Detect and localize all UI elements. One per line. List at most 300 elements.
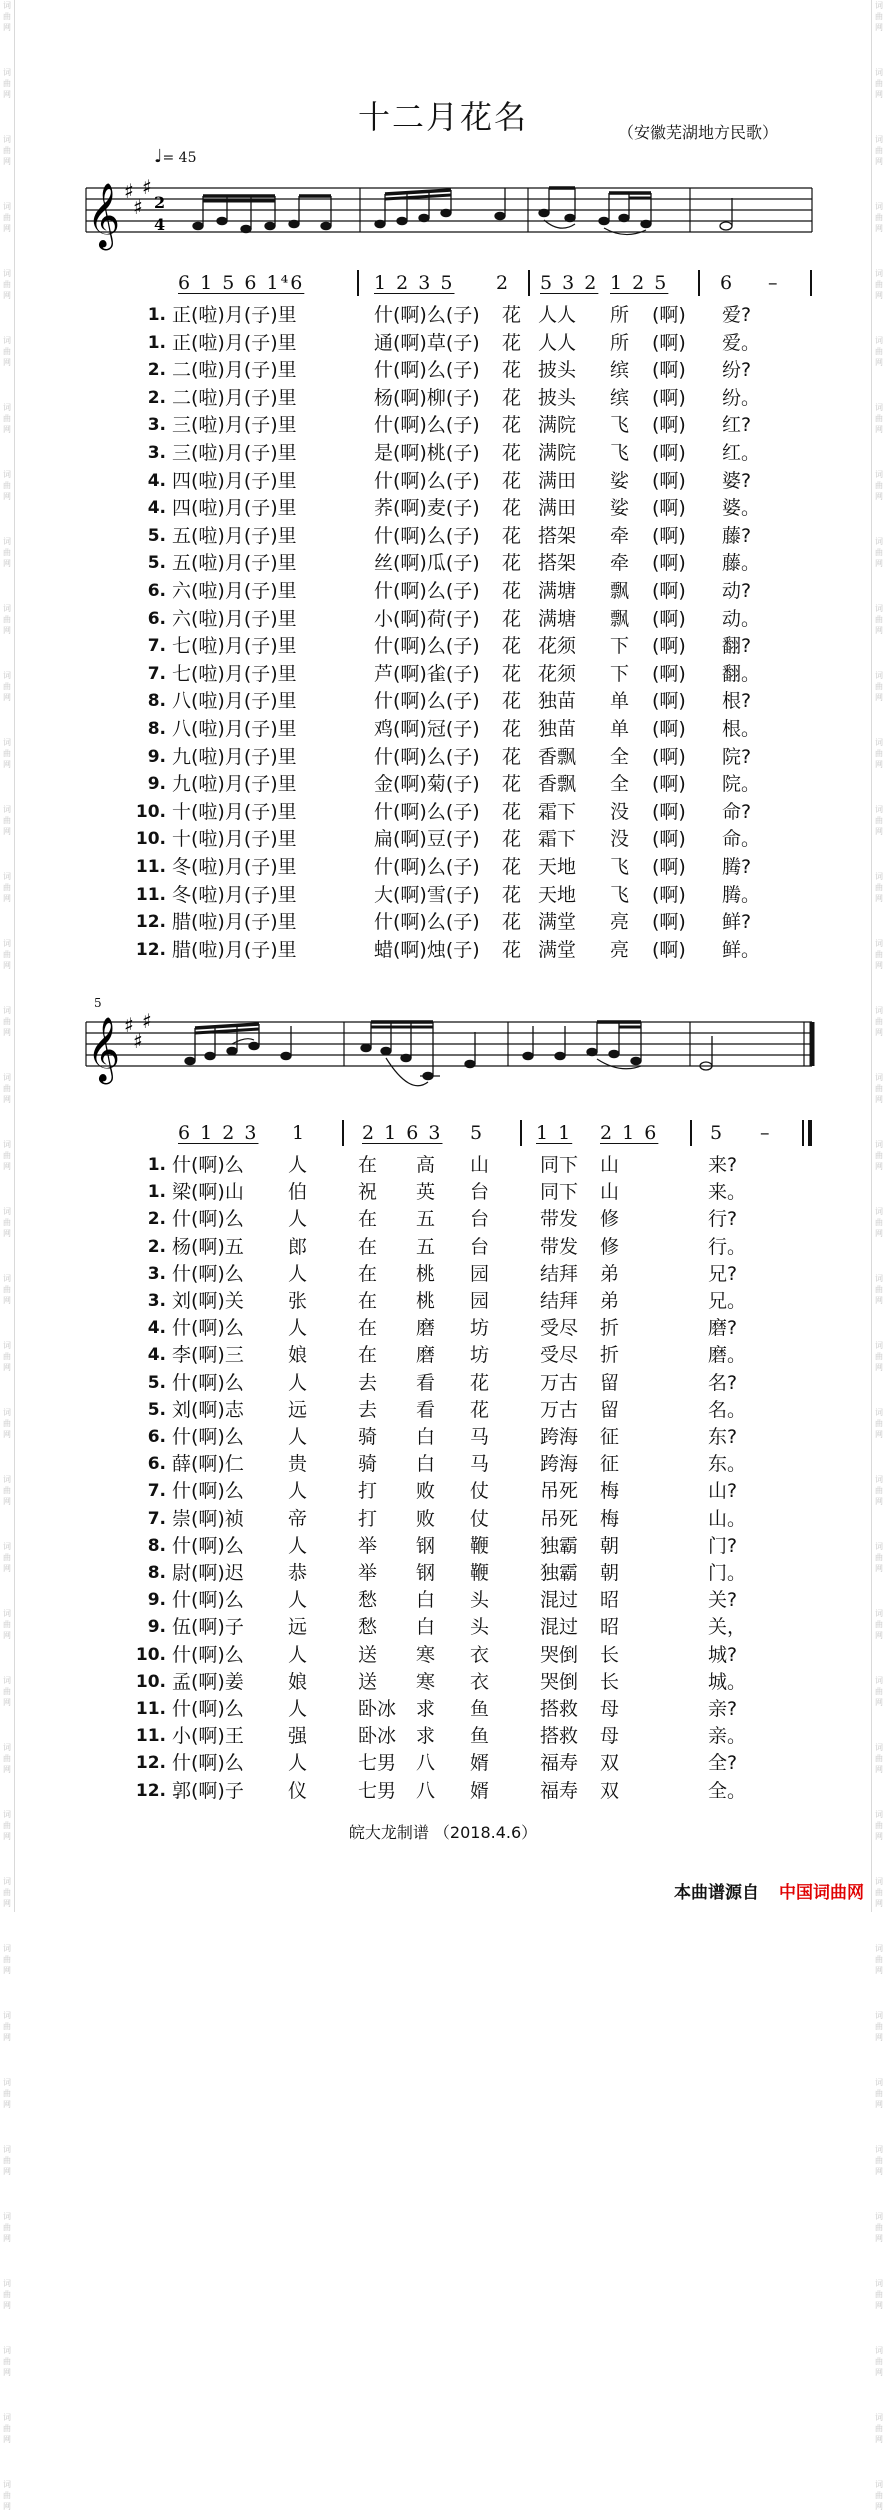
watermark-text: 词曲网 — [3, 872, 11, 903]
watermark-text: 词曲网 — [3, 738, 11, 769]
lyric-cell: 伯 — [288, 1181, 308, 1204]
lyric-cell: 在 — [358, 1317, 378, 1340]
lyric-cell: 通(啊)草(子) — [374, 331, 480, 354]
lyric-cell: 留 — [600, 1371, 620, 1394]
lyric-cell: 什(啊)么 — [172, 1752, 244, 1775]
lyric-cell: 九(啦)月(子)里 — [172, 745, 297, 768]
watermark-text: 词曲网 — [875, 872, 883, 903]
watermark-text: 词曲网 — [3, 2279, 11, 2310]
lyric-cell: 鞭 — [470, 1562, 490, 1584]
lyric-cell: 郎 — [288, 1235, 308, 1258]
staff-line-1 — [0, 168, 886, 258]
lyric-cell: 亮 — [610, 938, 630, 961]
jianpu-measure-5: 6 1 2 3 — [178, 1122, 259, 1144]
lyric-cell: 衣 — [470, 1643, 490, 1666]
lyric-cell: 梁(啊)山 — [172, 1181, 244, 1204]
watermark-text: 词曲网 — [3, 68, 11, 99]
lyric-cell: 没 — [610, 828, 630, 851]
lyric-cell: (啊) — [652, 580, 686, 602]
verse-row — [0, 495, 886, 522]
verse-number: 7. — [147, 1481, 166, 1502]
lyric-cell: 花须 — [538, 662, 577, 685]
lyric-cell: 什(啊)么 — [172, 1480, 244, 1503]
lyric-cell: 什(啊)么 — [172, 1317, 244, 1340]
watermark-text: 词曲网 — [3, 2011, 11, 2042]
staff-line-2 — [0, 1006, 886, 1116]
lyric-cell: 人 — [288, 1208, 308, 1231]
lyric-cell: (啊) — [652, 938, 686, 961]
verse-row — [0, 578, 886, 605]
lyric-cell: 马 — [470, 1426, 490, 1448]
lyric-cell: 下 — [610, 635, 630, 658]
lyric-cell: 什(啊)么 — [172, 1698, 244, 1720]
lyric-cell: 卧冰 — [358, 1725, 397, 1748]
verse-number: 3. — [147, 415, 166, 436]
lyric-cell: 什(啊)么(子) — [374, 580, 480, 602]
lyric-cell: 十(啦)月(子)里 — [172, 800, 297, 823]
verse-number: 6. — [147, 581, 166, 601]
lyric-cell: 花 — [502, 690, 522, 713]
lyric-cell: 钢 — [416, 1534, 436, 1557]
jianpu-measure-4-hold: – — [768, 272, 780, 294]
watermark-text: 词曲网 — [875, 403, 883, 434]
lyric-cell: 衣 — [470, 1670, 490, 1693]
lyric-cell: 花 — [502, 718, 522, 740]
lyric-cell: (啊) — [652, 386, 686, 409]
jianpu-measure-5-end: 1 — [292, 1122, 307, 1144]
lyric-cell: 折 — [600, 1317, 620, 1340]
lyric-cell: 婿 — [470, 1752, 490, 1775]
song-title: 十二月花名 — [357, 98, 528, 136]
lyric-cell: 腾? — [722, 856, 752, 878]
lyric-cell: 花 — [502, 580, 522, 602]
watermark-text: 词曲网 — [875, 1810, 883, 1841]
watermark-text: 词曲网 — [875, 1408, 883, 1439]
lyric-cell: (啊) — [652, 607, 686, 630]
lyric-cell: 杨(啊)柳(子) — [374, 386, 480, 409]
time-sig-top: 2 — [154, 193, 166, 212]
lyric-cell: 在 — [358, 1344, 378, 1367]
lyric-cell: 花 — [502, 911, 522, 934]
watermark-text: 词曲网 — [3, 135, 11, 166]
quarter-note-icon: ♩ — [154, 146, 163, 167]
lyric-cell: 什(啊)么(子) — [374, 635, 480, 658]
lyric-cell: 纷? — [722, 359, 752, 382]
watermark-text: 词曲网 — [875, 68, 883, 99]
lyric-cell: 什(啊)么 — [172, 1154, 244, 1176]
verse-number: 12. — [135, 1753, 166, 1774]
lyric-cell: 什(啊)么(子) — [374, 524, 480, 547]
lyric-cell: 丝(啊)瓜(子) — [374, 552, 480, 575]
lyric-cell: 万古 — [540, 1398, 579, 1421]
lyric-cell: 飞 — [610, 414, 630, 437]
verse-number: 5. — [147, 525, 166, 546]
lyric-cell: 白 — [416, 1616, 436, 1639]
barline — [802, 1120, 804, 1146]
verse-number: 7. — [147, 663, 166, 684]
lyric-cell: 芦(啊)雀(子) — [374, 662, 480, 685]
verse-number: 9. — [147, 746, 166, 767]
verse-row — [0, 440, 886, 467]
source-label: 本曲谱源自 — [674, 1883, 759, 1903]
source-attribution — [674, 1878, 864, 1903]
verse-row — [0, 1152, 886, 1179]
verse-number: 7. — [147, 1508, 166, 1529]
lyric-cell: 长 — [600, 1670, 620, 1693]
verse-row — [0, 1342, 886, 1369]
lyric-cell: 花 — [502, 938, 522, 961]
lyric-cell: 四(啦)月(子)里 — [172, 469, 297, 492]
barline — [810, 270, 812, 296]
lyric-cell: 婿 — [470, 1779, 490, 1802]
verse-number: 4. — [147, 498, 166, 519]
watermark-text: 词曲网 — [3, 1006, 11, 1037]
lyric-cell: 八 — [416, 1779, 436, 1802]
lyric-cell: 什(啊)么 — [172, 1589, 244, 1612]
watermark-text: 词曲网 — [3, 939, 11, 970]
lyric-cell: 五(啦)月(子)里 — [172, 552, 297, 575]
lyric-cell: 独苗 — [538, 690, 577, 713]
lyric-cell: 梅 — [600, 1507, 620, 1530]
verse-number: 6. — [147, 1454, 166, 1475]
watermark-text: 词曲网 — [875, 1676, 883, 1707]
verse-number: 11. — [135, 884, 166, 905]
watermark-text: 词曲网 — [875, 202, 883, 233]
verse-number: 9. — [147, 774, 166, 795]
watermark-text: 词曲网 — [875, 2212, 883, 2243]
lyric-cell: 三(啦)月(子)里 — [172, 414, 297, 437]
verse-row — [0, 1261, 886, 1288]
lyric-cell: 人 — [288, 1262, 308, 1285]
verse-row — [0, 1614, 886, 1641]
jianpu-measure-1: 6 1 5 6 1⁴6 — [178, 272, 305, 294]
lyric-cell: 跨海 — [540, 1453, 579, 1476]
lyric-cell: 牵 — [610, 552, 630, 575]
source-site-link[interactable]: 中国词曲网 — [779, 1883, 864, 1903]
watermark-text: 词曲网 — [3, 1877, 11, 1908]
lyric-cell: 骑 — [358, 1453, 378, 1476]
lyric-cell: 婆? — [722, 469, 752, 492]
lyric-cell: 搭救 — [540, 1698, 579, 1720]
lyric-cell: 披头 — [538, 386, 577, 409]
lyric-cell: 折 — [600, 1344, 620, 1367]
lyric-cell: (啊) — [652, 331, 686, 354]
verse-row — [0, 550, 886, 577]
lyric-cell: 二(啦)月(子)里 — [172, 386, 297, 409]
lyric-cell: 打 — [358, 1480, 378, 1503]
lyric-cell: 全 — [610, 773, 630, 796]
lyric-cell: 七(啦)月(子)里 — [172, 635, 297, 658]
lyric-cell: (啊) — [652, 911, 686, 934]
verse-row — [0, 799, 886, 826]
lyric-cell: 院? — [722, 745, 752, 768]
lyric-cell: 马 — [470, 1453, 490, 1476]
lyric-cell: 鲜。 — [722, 938, 761, 961]
lyric-cell: 弟 — [600, 1262, 620, 1285]
lyric-cell: 独霸 — [540, 1562, 579, 1584]
verse-number: 2. — [147, 360, 166, 381]
lyric-cell: 人 — [288, 1154, 308, 1176]
verse-number: 1. — [147, 1155, 166, 1175]
lyric-cell: 白 — [416, 1453, 436, 1476]
lyric-cell: 五(啦)月(子)里 — [172, 524, 297, 547]
watermark-text: 词曲网 — [875, 1475, 883, 1506]
verse-row — [0, 302, 886, 329]
lyric-cell: 看 — [416, 1371, 436, 1394]
lyric-cell: 什(啊)么 — [172, 1208, 244, 1231]
lyric-cell: 山。 — [708, 1507, 747, 1530]
watermark-text: 词曲网 — [3, 2480, 11, 2511]
watermark-text: 词曲网 — [3, 470, 11, 501]
lyric-cell: 远 — [288, 1616, 308, 1639]
verse-row — [0, 1587, 886, 1614]
verse-row — [0, 1424, 886, 1451]
verse-number: 2. — [147, 387, 166, 408]
jianpu-line-1 — [0, 268, 886, 302]
lyric-cell: 修 — [600, 1235, 620, 1258]
lyric-cell: 大(啊)雪(子) — [374, 883, 480, 906]
watermark-text: 词曲网 — [3, 1408, 11, 1439]
verse-row — [0, 909, 886, 936]
lyric-cell: 愁 — [358, 1616, 378, 1639]
lyric-cell: 白 — [416, 1426, 436, 1448]
lyric-cell: 山 — [600, 1181, 620, 1204]
verse-number: 9. — [147, 1617, 166, 1638]
lyric-cell: 冬(啦)月(子)里 — [172, 883, 297, 906]
lyric-cell: 什(啊)么(子) — [374, 359, 480, 382]
lyric-cell: 看 — [416, 1398, 436, 1421]
lyric-cell: 桃 — [416, 1290, 436, 1312]
lyric-cell: 尉(啊)迟 — [172, 1562, 244, 1584]
lyric-cell: 花 — [502, 607, 522, 630]
watermark-text: 词曲网 — [875, 336, 883, 367]
verse-row — [0, 1397, 886, 1424]
lyric-cell: 郭(啊)子 — [172, 1779, 244, 1802]
lyric-cell: 八 — [416, 1752, 436, 1775]
lyric-cell: 荞(啊)麦(子) — [374, 497, 480, 520]
lyric-cell: 牵 — [610, 524, 630, 547]
verse-row — [0, 412, 886, 439]
verse-row — [0, 882, 886, 909]
verse-row — [0, 1723, 886, 1750]
lyric-cell: (啊) — [652, 359, 686, 382]
lyric-cell: 什(啊)么(子) — [374, 304, 480, 326]
lyric-cell: 什(啊)么(子) — [374, 856, 480, 878]
lyric-cell: 人 — [288, 1589, 308, 1612]
lyric-cell: 红。 — [722, 442, 761, 464]
watermark-text: 词曲网 — [875, 537, 883, 568]
verse-row — [0, 385, 886, 412]
watermark-text: 词曲网 — [875, 939, 883, 970]
lyric-cell: 金(啊)菊(子) — [374, 773, 480, 796]
lyric-cell: 鸡(啊)冠(子) — [374, 718, 480, 740]
lyric-cell: 鲜? — [722, 911, 752, 934]
lyric-cell: 福寿 — [540, 1779, 579, 1802]
lyric-cell: 什(啊)么(子) — [374, 469, 480, 492]
verse-number: 1. — [147, 305, 166, 325]
watermark-text: 词曲网 — [3, 604, 11, 635]
lyric-cell: 没 — [610, 800, 630, 823]
lyric-cell: 张 — [288, 1290, 308, 1312]
lyric-cell: 花 — [502, 442, 522, 464]
lyric-cell: 人 — [288, 1317, 308, 1340]
lyric-cell: 高 — [416, 1154, 436, 1176]
watermark-text: 词曲网 — [3, 1274, 11, 1305]
lyric-cell: 梅 — [600, 1480, 620, 1503]
lyric-cell: 桃 — [416, 1262, 436, 1285]
lyric-cell: 骑 — [358, 1426, 378, 1448]
lyric-cell: 婆。 — [722, 497, 761, 520]
lyric-cell: 什(啊)么 — [172, 1643, 244, 1666]
verse-row — [0, 1288, 886, 1315]
lyric-cell: 花 — [502, 662, 522, 685]
watermark-text: 词曲网 — [3, 403, 11, 434]
lyric-cell: 福寿 — [540, 1752, 579, 1775]
verse-number: 8. — [147, 719, 166, 739]
lyric-cell: 全 — [610, 745, 630, 768]
lyric-cell: 飞 — [610, 442, 630, 464]
lyric-cell: 单 — [610, 690, 630, 713]
lyric-cell: 满院 — [538, 442, 577, 464]
jianpu-measure-2: 1 2 3 5 — [374, 272, 455, 294]
treble-clef-icon: 𝄞 — [87, 1017, 121, 1082]
lyric-cell: 头 — [470, 1616, 490, 1639]
lyric-cell: 山 — [470, 1154, 490, 1176]
verse-number: 8. — [147, 1535, 166, 1556]
lyric-cell: 台 — [470, 1181, 490, 1204]
verse-number: 5. — [147, 1399, 166, 1420]
lyric-cell: 娑 — [610, 469, 630, 492]
time-sig-bottom: 4 — [154, 215, 166, 234]
verse-number: 8. — [147, 1563, 166, 1583]
watermark-text: 词曲网 — [3, 1207, 11, 1238]
lyric-cell: 飘 — [610, 580, 630, 602]
lyric-cell: 花 — [502, 304, 522, 326]
lyric-cell: 花 — [502, 414, 522, 437]
lyric-cell: 东。 — [708, 1453, 747, 1476]
watermark-text: 词曲网 — [3, 202, 11, 233]
lyric-cell: 飞 — [610, 856, 630, 878]
lyric-cell: 弟 — [600, 1290, 620, 1312]
lyric-cell: 满堂 — [538, 911, 577, 934]
lyric-cell: 天地 — [538, 856, 577, 878]
lyric-cell: 刘(啊)志 — [172, 1398, 244, 1421]
lyric-cell: 败 — [416, 1507, 436, 1530]
lyric-cell: 花 — [502, 469, 522, 492]
lyric-cell: 城。 — [708, 1670, 747, 1693]
lyric-cell: 混过 — [540, 1589, 579, 1612]
barline — [342, 1120, 344, 1146]
lyric-cell: 二(啦)月(子)里 — [172, 359, 297, 382]
watermark-text: 词曲网 — [3, 1944, 11, 1975]
lyric-cell: 全? — [708, 1752, 738, 1775]
lyric-cell: 九(啦)月(子)里 — [172, 773, 297, 796]
lyric-cell: 母 — [600, 1725, 620, 1748]
lyric-cell: 磨 — [416, 1317, 436, 1340]
lyric-cell: 腊(啦)月(子)里 — [172, 911, 297, 934]
final-barline — [808, 1120, 812, 1146]
lyric-cell: 披头 — [538, 359, 577, 382]
verse-number: 1. — [147, 332, 166, 353]
lyric-cell: 花 — [502, 773, 522, 796]
lyric-cell: 东? — [708, 1426, 738, 1448]
verse-number: 9. — [147, 1590, 166, 1611]
watermark-text: 词曲网 — [3, 1676, 11, 1707]
lyric-cell: 花 — [502, 359, 522, 382]
measure-number: 5 — [94, 996, 102, 1010]
lyric-cell: 人 — [288, 1371, 308, 1394]
verse-row — [0, 1696, 886, 1723]
lyric-cell: 搭救 — [540, 1725, 579, 1748]
watermark-text: 词曲网 — [875, 2145, 883, 2176]
treble-clef-icon: 𝄞 — [87, 183, 121, 248]
lyric-cell: 仗 — [470, 1480, 490, 1503]
lyric-cell: 去 — [358, 1371, 378, 1394]
lyric-cell: 举 — [358, 1562, 378, 1584]
lyric-cell: 卧冰 — [358, 1698, 397, 1720]
jianpu-measure-6-end: 5 — [470, 1122, 485, 1144]
watermark-text: 词曲网 — [875, 738, 883, 769]
watermark-text: 词曲网 — [875, 604, 883, 635]
verse-row — [0, 1315, 886, 1342]
watermark-text: 词曲网 — [875, 805, 883, 836]
lyric-cell: 动? — [722, 580, 752, 602]
lyric-cell: 送 — [358, 1670, 378, 1693]
lyric-cell: 门? — [708, 1534, 738, 1557]
verse-number: 11. — [135, 1699, 166, 1719]
lyric-cell: 愁 — [358, 1589, 378, 1612]
lyric-cell: 花 — [502, 745, 522, 768]
lyric-cell: 孟(啊)姜 — [172, 1670, 244, 1693]
lyric-cell: 台 — [470, 1208, 490, 1231]
jianpu-measure-6: 2 1 6 3 — [362, 1122, 443, 1144]
watermark-text: 词曲网 — [3, 537, 11, 568]
watermark-text: 词曲网 — [875, 1542, 883, 1573]
lyric-cell: 腊(啦)月(子)里 — [172, 938, 297, 961]
verse-number: 6. — [147, 608, 166, 629]
lyric-cell: (啊) — [652, 414, 686, 437]
lyric-cell: 伍(啊)子 — [172, 1616, 244, 1639]
lyric-cell: 花 — [502, 883, 522, 906]
watermark-text: 词曲网 — [3, 671, 11, 702]
watermark-text: 词曲网 — [3, 1810, 11, 1841]
lyric-cell: 亮 — [610, 911, 630, 934]
lyric-cell: (啊) — [652, 773, 686, 796]
watermark-text: 词曲网 — [875, 1073, 883, 1104]
lyric-cell: 人人 — [538, 304, 577, 326]
lyric-cell: 双 — [600, 1779, 620, 1802]
jianpu-measure-3-end: 1 2 5 — [610, 272, 669, 294]
lyric-cell: (啊) — [652, 497, 686, 520]
barline — [357, 270, 359, 296]
lyric-cell: 十(啦)月(子)里 — [172, 828, 297, 851]
lyric-cell: 关? — [708, 1589, 738, 1612]
verse-row — [0, 937, 886, 964]
verse-number: 4. — [147, 1318, 166, 1339]
jianpu-measure-7-end: 2 1 6 — [600, 1122, 659, 1144]
verse-number: 12. — [135, 1780, 166, 1801]
lyric-cell: 李(啊)三 — [172, 1344, 244, 1367]
verse-row — [0, 1478, 886, 1505]
lyric-cell: (啊) — [652, 662, 686, 685]
watermark-text: 词曲网 — [875, 2480, 883, 2511]
lyric-cell: 五 — [416, 1235, 436, 1258]
lyric-cell: 命? — [722, 800, 752, 823]
lyric-cell: 什(啊)么 — [172, 1371, 244, 1394]
lyric-cell: (啊) — [652, 524, 686, 547]
verse-row — [0, 1560, 886, 1587]
lyric-cell: 来? — [708, 1154, 738, 1176]
